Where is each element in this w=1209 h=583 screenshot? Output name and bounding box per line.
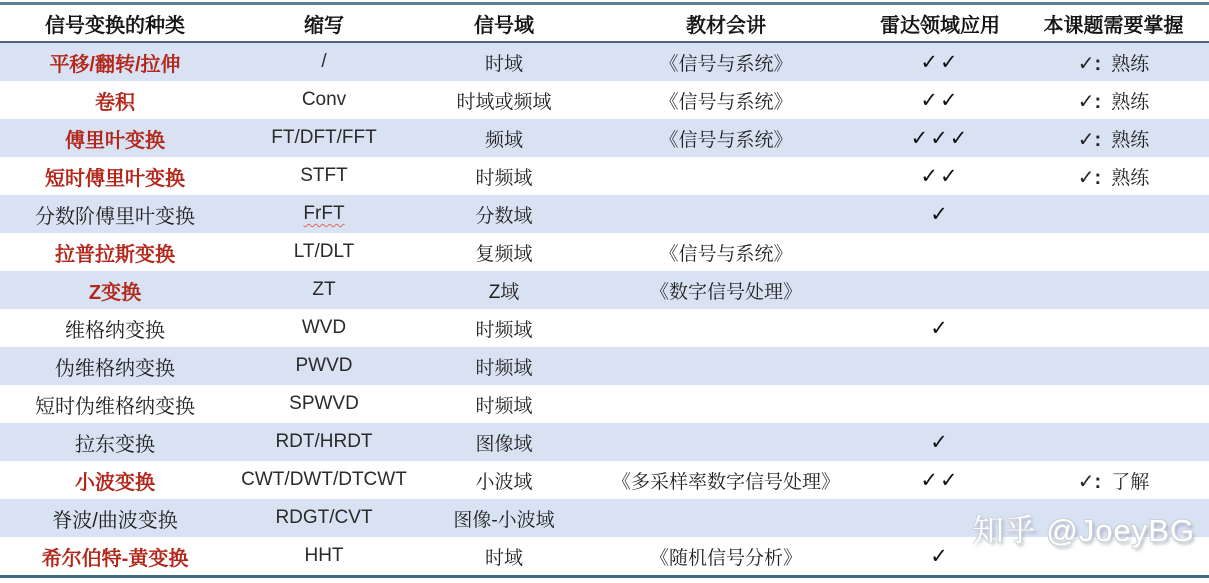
- cell-mastery-level: [1018, 195, 1209, 233]
- cell-mastery-level: [1018, 423, 1209, 461]
- cell-transform-name: Z变换: [0, 271, 230, 309]
- table-row: [0, 233, 1209, 271]
- table-row: [0, 347, 1209, 385]
- cell-abbreviation: STFT: [300, 165, 348, 186]
- cell-mastery-level: [1018, 157, 1209, 195]
- cell-signal-domain: 时域: [418, 42, 590, 81]
- header-row: [0, 4, 1209, 43]
- check-icon: ✓:: [1077, 166, 1102, 189]
- table-row: [0, 461, 1209, 499]
- cell-signal-domain: 时频域: [475, 319, 533, 341]
- cell-abbreviation: ZT: [230, 271, 418, 309]
- mastery-label: 熟练: [1111, 167, 1150, 189]
- cell-signal-domain: 图像-小波域: [418, 499, 590, 537]
- cell-transform-name: 拉普拉斯变换: [55, 243, 175, 266]
- spellcheck-underlined-text: FrFT: [303, 203, 345, 224]
- table-row: [0, 119, 1209, 157]
- cell-signal-domain: 时频域: [475, 167, 533, 189]
- cell-mastery-level: [1018, 119, 1209, 157]
- table-row: [0, 81, 1209, 119]
- cell-textbook: 《信号与系统》: [590, 42, 862, 81]
- table-row: [0, 195, 1209, 233]
- cell-mastery-level: [1018, 385, 1209, 423]
- cell-abbreviation: FT/DFT/FFT: [230, 119, 418, 157]
- cell-radar-checkmarks: ✓✓: [920, 468, 960, 492]
- cell-radar-checkmarks: [862, 233, 1018, 271]
- cell-mastery-level: [1018, 42, 1209, 81]
- column-header-0: 信号变换的种类: [0, 4, 230, 43]
- cell-mastery-level: [1018, 309, 1209, 347]
- cell-mastery-level: [1018, 233, 1209, 271]
- column-header-2: 信号域: [418, 4, 590, 43]
- cell-transform-name: 卷积: [95, 91, 135, 114]
- cell-textbook: 《多采样率数字信号处理》: [611, 471, 840, 493]
- cell-signal-domain: 小波域: [475, 471, 533, 493]
- column-header-3: 教材会讲: [590, 4, 862, 43]
- zhihu-watermark: 知乎 @JoeyBG: [972, 513, 1195, 548]
- cell-radar-checkmarks: [862, 499, 1018, 537]
- cell-radar-checkmarks: [862, 385, 1018, 423]
- column-header-1: 缩写: [230, 4, 418, 43]
- cell-transform-name: 小波变换: [75, 471, 155, 494]
- cell-textbook: 《信号与系统》: [659, 243, 793, 265]
- cell-mastery-level: [1018, 81, 1209, 119]
- mastery-label: 熟练: [1111, 53, 1150, 75]
- cell-signal-domain: Z域: [418, 271, 590, 309]
- cell-textbook: [590, 499, 862, 537]
- cell-radar-checkmarks: ✓✓: [862, 42, 1018, 81]
- cell-abbreviation: PWVD: [230, 347, 418, 385]
- mastery-label: 熟练: [1111, 91, 1150, 113]
- check-icon: ✓:: [1077, 90, 1102, 113]
- cell-textbook: [590, 157, 862, 195]
- column-header-5: 本课题需要掌握: [1018, 4, 1209, 43]
- cell-signal-domain: 时频域: [418, 347, 590, 385]
- check-icon: ✓:: [1077, 128, 1102, 151]
- signal-transforms-table: [0, 2, 1209, 578]
- cell-transform-name: 维格纳变换: [65, 319, 165, 342]
- cell-abbreviation: RDT/HRDT: [230, 423, 418, 461]
- cell-abbreviation: WVD: [301, 317, 347, 338]
- cell-transform-name: 希尔伯特-黄变换: [41, 547, 189, 570]
- check-icon: ✓:: [1077, 470, 1102, 493]
- table-row: [0, 423, 1209, 461]
- table-row: [0, 157, 1209, 195]
- cell-textbook: [590, 309, 862, 347]
- table-row: [0, 42, 1209, 81]
- cell-mastery-level: [1018, 461, 1209, 499]
- cell-transform-name: 傅里叶变换: [0, 119, 230, 157]
- cell-signal-domain: 时域: [484, 547, 523, 569]
- cell-transform-name: 平移/翻转/拉伸: [0, 42, 230, 81]
- cell-textbook: 《信号与系统》: [590, 119, 862, 157]
- cell-radar-checkmarks: [862, 347, 1018, 385]
- cell-radar-checkmarks: ✓: [862, 195, 1018, 233]
- mastery-label: 熟练: [1111, 129, 1150, 151]
- cell-radar-checkmarks: ✓✓: [920, 88, 960, 112]
- cell-abbreviation: /: [230, 42, 418, 81]
- cell-transform-name: 短时伪维格纳变换: [35, 395, 195, 418]
- cell-transform-name: 拉东变换: [0, 423, 230, 461]
- cell-signal-domain: 时域或频域: [456, 91, 552, 113]
- cell-mastery-level: [1018, 347, 1209, 385]
- cell-transform-name: 伪维格纳变换: [0, 347, 230, 385]
- cell-abbreviation: CWT/DWT/DTCWT: [241, 469, 407, 490]
- cell-abbreviation: [230, 195, 418, 233]
- cell-abbreviation: SPWVD: [289, 393, 359, 414]
- cell-textbook: 《数字信号处理》: [590, 271, 862, 309]
- cell-radar-checkmarks: ✓✓✓: [862, 119, 1018, 157]
- mastery-label: 了解: [1111, 471, 1150, 493]
- cell-mastery-level: [1018, 499, 1209, 537]
- table-row: [0, 499, 1209, 537]
- cell-signal-domain: 时频域: [475, 395, 533, 417]
- cell-abbreviation: HHT: [304, 545, 344, 566]
- cell-radar-checkmarks: ✓✓: [920, 164, 960, 188]
- cell-radar-checkmarks: ✓: [930, 316, 950, 340]
- cell-radar-checkmarks: [862, 271, 1018, 309]
- table-row: [0, 271, 1209, 309]
- cell-abbreviation: RDGT/CVT: [230, 499, 418, 537]
- cell-transform-name: 分数阶傅里叶变换: [0, 195, 230, 233]
- cell-signal-domain: 频域: [418, 119, 590, 157]
- cell-textbook: [590, 195, 862, 233]
- check-icon: ✓:: [1077, 52, 1102, 75]
- cell-signal-domain: 分数域: [418, 195, 590, 233]
- cell-textbook: [590, 385, 862, 423]
- cell-transform-name: 短时傅里叶变换: [45, 167, 185, 190]
- cell-textbook: 《随机信号分析》: [649, 547, 802, 569]
- cell-radar-checkmarks: ✓: [930, 544, 950, 568]
- cell-transform-name: 脊波/曲波变换: [0, 499, 230, 537]
- cell-textbook: [590, 347, 862, 385]
- cell-abbreviation: LT/DLT: [293, 241, 355, 262]
- cell-abbreviation: Conv: [301, 89, 347, 110]
- cell-signal-domain: 图像域: [418, 423, 590, 461]
- cell-radar-checkmarks: ✓: [862, 423, 1018, 461]
- cell-textbook: [590, 423, 862, 461]
- cell-mastery-level: [1018, 271, 1209, 309]
- table-row: [0, 309, 1209, 347]
- table-row: [0, 385, 1209, 423]
- cell-mastery-level: [1018, 537, 1209, 577]
- cell-signal-domain: 复频域: [475, 243, 533, 265]
- cell-textbook: 《信号与系统》: [659, 91, 793, 113]
- table-row: [0, 537, 1209, 577]
- column-header-4: 雷达领域应用: [862, 4, 1018, 43]
